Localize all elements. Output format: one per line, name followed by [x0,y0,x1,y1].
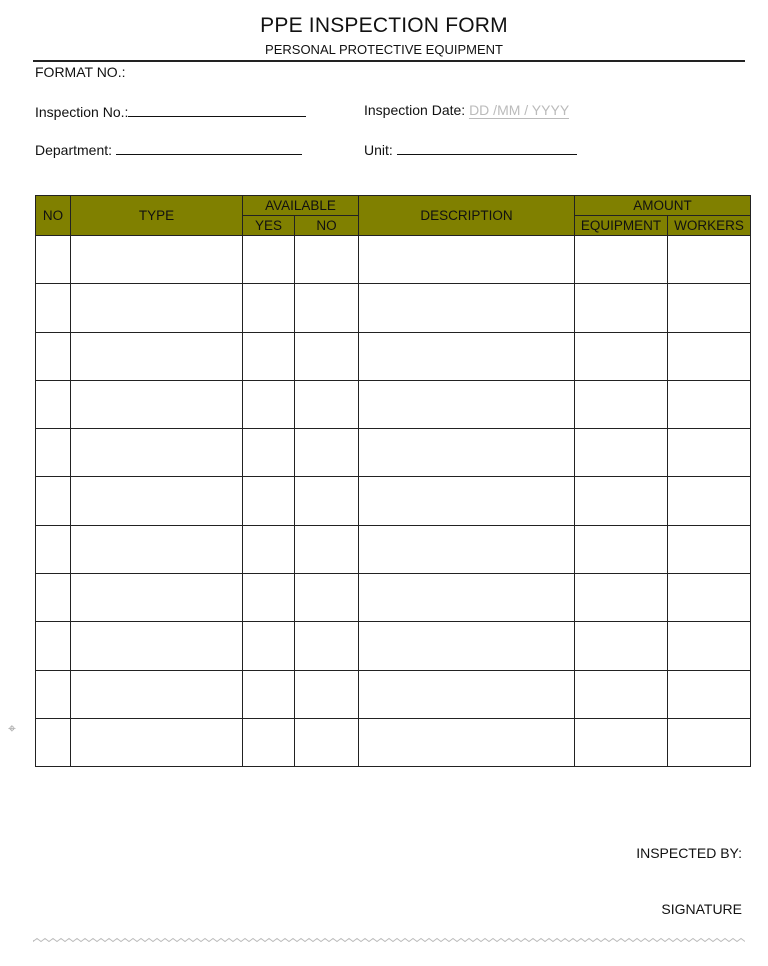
table-row [36,622,751,670]
department-field[interactable] [35,140,302,158]
col-header-type: TYPE [71,196,243,236]
cell-equipment[interactable] [575,718,668,766]
unit-label: Unit: [364,142,393,158]
cell-no[interactable] [36,525,71,573]
cell-yes[interactable] [243,670,295,718]
cell-no[interactable] [295,429,359,477]
cell-no[interactable] [36,332,71,380]
cell-description[interactable] [359,236,575,284]
cell-type[interactable] [71,670,243,718]
col-header-no: NO [36,196,71,236]
cell-no[interactable] [36,718,71,766]
cell-description[interactable] [359,284,575,332]
cell-yes[interactable] [243,332,295,380]
cell-yes[interactable] [243,284,295,332]
cell-no[interactable] [36,380,71,428]
cell-description[interactable] [359,525,575,573]
cell-no[interactable] [36,477,71,525]
cell-type[interactable] [71,718,243,766]
cell-type[interactable] [71,380,243,428]
cell-equipment[interactable] [575,284,668,332]
inspection-no-input[interactable] [128,102,306,117]
col-header-workers: WORKERS [668,216,751,236]
cell-no[interactable] [295,332,359,380]
unit-field[interactable] [364,140,577,158]
col-header-description: DESCRIPTION [359,196,575,236]
cell-no[interactable] [295,718,359,766]
unit-input[interactable] [397,140,577,155]
table-row [36,574,751,622]
cell-type[interactable] [71,477,243,525]
table-row [36,284,751,332]
inspection-date-input[interactable]: DD /MM / YYYY [469,102,570,118]
cell-no[interactable] [295,284,359,332]
cell-yes[interactable] [243,429,295,477]
cell-workers[interactable] [668,477,751,525]
cell-description[interactable] [359,332,575,380]
cell-yes[interactable] [243,477,295,525]
cell-yes[interactable] [243,380,295,428]
cell-type[interactable] [71,284,243,332]
cell-equipment[interactable] [575,622,668,670]
col-header-yes: YES [243,216,295,236]
col-header-equipment: EQUIPMENT [575,216,668,236]
table-row [36,236,751,284]
cell-yes[interactable] [243,622,295,670]
form-subtitle: PERSONAL PROTECTIVE EQUIPMENT [265,42,503,57]
cell-no[interactable] [295,525,359,573]
cell-type[interactable] [71,622,243,670]
table-row [36,477,751,525]
cell-workers[interactable] [668,284,751,332]
cell-no[interactable] [36,429,71,477]
inspection-no-label: Inspection No.: [35,104,129,120]
cell-no[interactable] [36,670,71,718]
cell-description[interactable] [359,622,575,670]
cell-description[interactable] [359,574,575,622]
cell-yes[interactable] [243,718,295,766]
cell-type[interactable] [71,236,243,284]
table-row [36,429,751,477]
cell-workers[interactable] [668,574,751,622]
cell-no[interactable] [295,574,359,622]
format-no-label: FORMAT NO.: [35,64,126,80]
cell-description[interactable] [359,718,575,766]
cell-equipment[interactable] [575,574,668,622]
table-row [36,332,751,380]
cell-no[interactable] [36,574,71,622]
cell-equipment[interactable] [575,236,668,284]
cell-type[interactable] [71,332,243,380]
cell-description[interactable] [359,477,575,525]
cell-workers[interactable] [668,670,751,718]
header-divider [33,60,745,62]
cell-workers[interactable] [668,718,751,766]
inspected-by-label: INSPECTED BY: [636,845,742,861]
cell-description[interactable] [359,380,575,428]
cell-workers[interactable] [668,236,751,284]
cell-equipment[interactable] [575,380,668,428]
cell-no[interactable] [295,236,359,284]
ppe-inspection-table [35,195,751,767]
inspection-date-field[interactable] [364,102,569,118]
cell-type[interactable] [71,429,243,477]
cell-no[interactable] [36,236,71,284]
cell-no[interactable] [295,622,359,670]
table-row [36,718,751,766]
cell-description[interactable] [359,670,575,718]
cell-equipment[interactable] [575,332,668,380]
signature-label: SIGNATURE [661,901,742,917]
cell-description[interactable] [359,429,575,477]
page-break-wavy-line [33,937,745,943]
cell-equipment[interactable] [575,429,668,477]
inspection-date-label: Inspection Date: [364,102,466,118]
cell-no[interactable] [36,284,71,332]
col-header-amount: AMOUNT [575,196,751,216]
department-label: Department: [35,142,113,158]
cell-equipment[interactable] [575,477,668,525]
department-input[interactable] [116,140,302,155]
inspection-no-field[interactable] [35,102,306,120]
cell-workers[interactable] [668,525,751,573]
cell-equipment[interactable] [575,525,668,573]
table-move-handle-icon[interactable]: ⌖ [8,720,16,736]
table-row [36,525,751,573]
cell-yes[interactable] [243,236,295,284]
form-title: PPE INSPECTION FORM [260,14,508,37]
table-row [36,380,751,428]
cell-no[interactable] [295,670,359,718]
cell-no[interactable] [295,477,359,525]
col-header-available: AVAILABLE [243,196,359,216]
cell-yes[interactable] [243,525,295,573]
cell-workers[interactable] [668,380,751,428]
cell-no[interactable] [295,380,359,428]
col-header-available-no: NO [295,216,359,236]
cell-workers[interactable] [668,622,751,670]
cell-workers[interactable] [668,332,751,380]
table-row [36,670,751,718]
cell-no[interactable] [36,622,71,670]
cell-yes[interactable] [243,574,295,622]
cell-type[interactable] [71,574,243,622]
cell-workers[interactable] [668,429,751,477]
cell-equipment[interactable] [575,670,668,718]
cell-type[interactable] [71,525,243,573]
